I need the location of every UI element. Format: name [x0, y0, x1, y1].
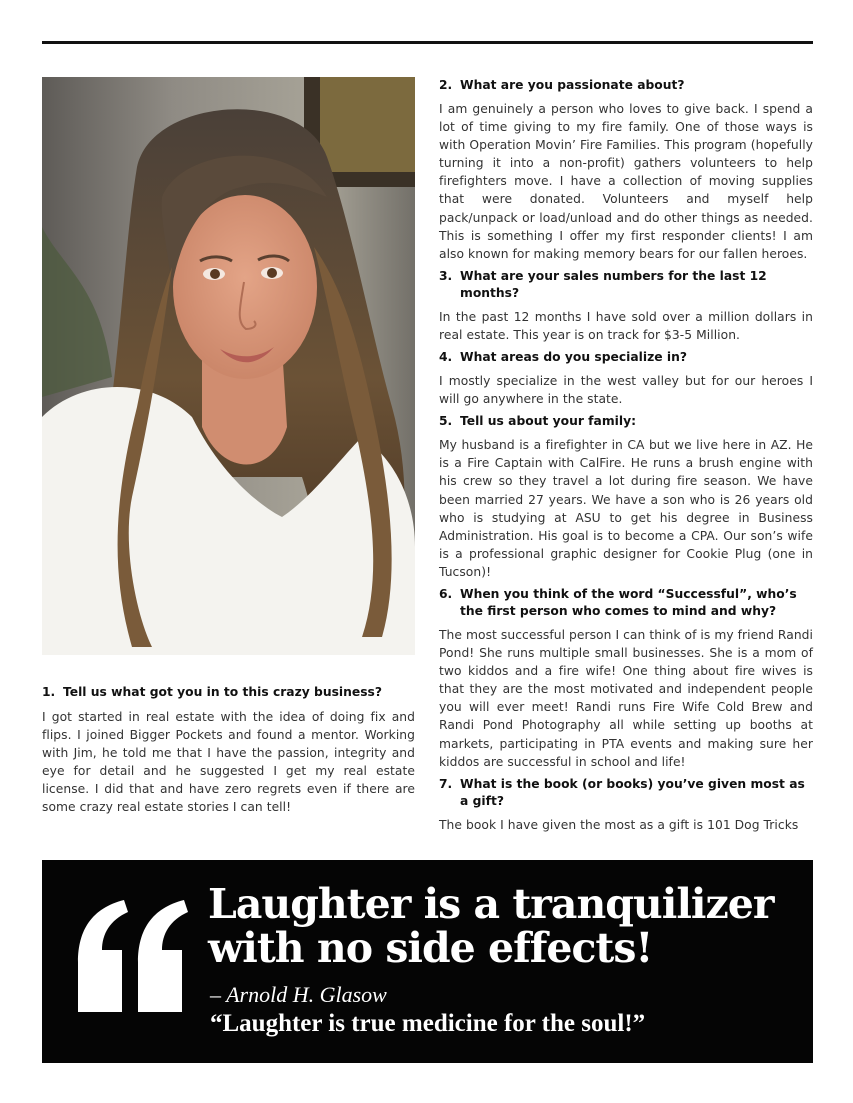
portrait-photo: [42, 77, 415, 655]
question-number: 4.: [439, 350, 453, 365]
question-text: What are your sales numbers for the last 12 months?: [460, 268, 767, 300]
left-column: [42, 684, 415, 817]
quote-author: – Arnold H. Glasow: [210, 982, 387, 1007]
question-text: When you think of the word “Successful”, who’s the first person who comes to mind and why?: [460, 586, 797, 618]
qa-item-2: [439, 77, 813, 263]
question-number: 3.: [439, 268, 453, 283]
question-number: 6.: [439, 586, 453, 601]
quotation-mark-icon: [72, 900, 192, 1020]
answer-text: The book I have given the most as a gift is 101 Dog Tricks: [439, 817, 799, 832]
portrait-illustration: [42, 77, 415, 655]
question-text: What is the book (or books) you’ve given most as a gift?: [460, 776, 805, 808]
question-heading: [42, 684, 415, 701]
question-heading: [439, 349, 813, 366]
qa-item-5: [439, 413, 813, 581]
answer-text: I mostly specialize in the west valley but for our heroes I will go anywhere in the state.: [439, 374, 813, 407]
answer-text: I am genuinely a person who loves to give back. I spend a lot of time giving to my fire family. One of those ways is with Operation Movin’ Fire Families. This program (hopefully turning it into a non-profit) gathers volunteers to help firefighters move. I have a collection of moving supplies that were donated. Volunteers and myself help pack/unpack or load/unload and do other things as needed. This is something I offer my first responder clients! I am also known for making memory bears for our fallen heroes.: [439, 102, 813, 261]
question-text: Tell us about your family:: [460, 414, 637, 429]
qa-item-6: [439, 586, 813, 771]
question-number: 5.: [439, 414, 453, 429]
question-number: 7.: [439, 776, 453, 791]
answer-text: My husband is a firefighter in CA but we live here in AZ. He is a Fire Captain with CalFire. He runs a brush engine with his crew so they travel a lot during fire season. We have been married 27 years. We have a son who is 26 years old who is studying at ASU to get his degree in Business Administration. His goal is to become a CPA. Our son’s wife is a professional graphic designer for Cookie Plug (one in Tucson)!: [439, 438, 813, 579]
qa-item-4: [439, 349, 813, 408]
answer-text: The most successful person I can think of is my friend Randi Pond! She runs multiple small businesses. She is a mom of two kiddos and a fire wife! One thing about fire wives is that they are the most motivated and independent people you will ever meet! Randi runs Fire Wife Cold Brew and Randi Pond Photography all while setting up booths at markets, participating in PTA events and making sure her kiddos are successful in school and life!: [439, 627, 813, 769]
qa-item-3: [439, 268, 813, 344]
top-rule: [42, 41, 813, 44]
main-quote: Laughter is a tranquilizer with no side effects!: [208, 880, 774, 972]
answer-text: In the past 12 months I have sold over a million dollars in real estate. This year is on track for $3-5 Million.: [439, 309, 813, 342]
question-text: What areas do you specialize in?: [460, 350, 687, 365]
question-text: What are you passionate about?: [460, 78, 685, 92]
secondary-quote: “Laughter is true medicine for the soul!”: [210, 1010, 646, 1037]
right-column: [439, 77, 813, 839]
question-number: 2.: [439, 78, 453, 92]
qa-item-7: [439, 776, 813, 834]
answer-text: I got started in real estate with the idea of doing fix and flips. I joined Bigger Pockets and found a mentor. Working with Jim, he told me that I have the passion, integrity and eye for detail and he suggested I get my real estate license. I did that and have zero regrets even if there are some crazy real estate stories I can tell!: [42, 710, 415, 815]
question-heading: [439, 268, 813, 302]
question-text: Tell us what got you in to this crazy business?: [63, 685, 383, 699]
question-number: 1.: [42, 685, 56, 699]
qa-item-1: [42, 684, 415, 817]
question-heading: [439, 77, 813, 94]
question-heading: [439, 776, 813, 810]
question-heading: [439, 586, 813, 620]
question-heading: [439, 413, 813, 430]
quote-banner: [42, 860, 813, 1063]
